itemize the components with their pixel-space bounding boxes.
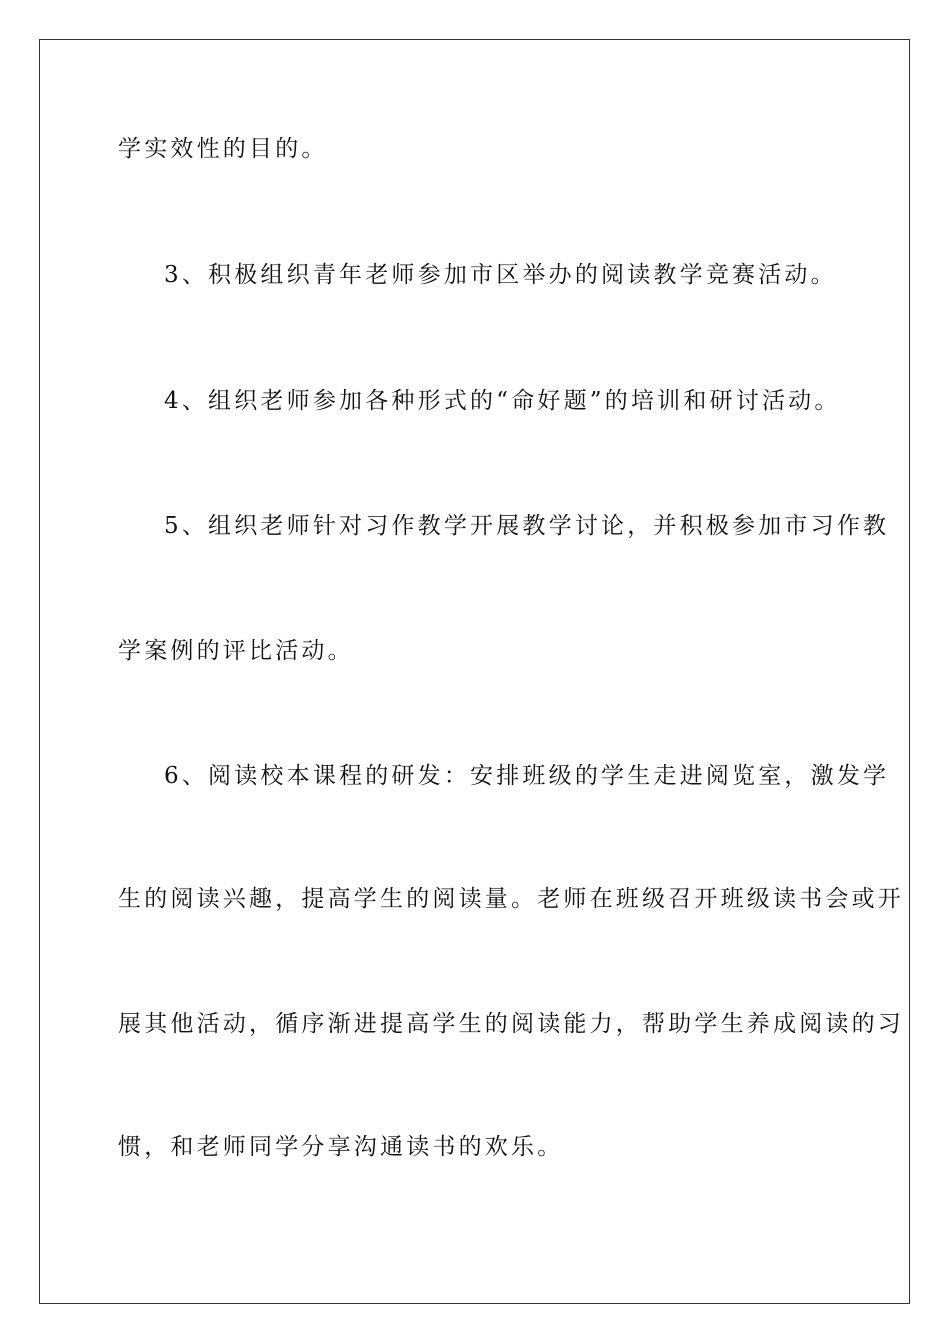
paragraph-2-end-line: 学实效性的目的。: [118, 136, 328, 162]
paragraph-item-5-line-1: 5、组织老师针对习作教学开展教学讨论，并积极参加市习作教: [164, 513, 890, 539]
paragraph-item-5-line-2: 学案例的评比活动。: [118, 638, 354, 664]
paragraph-item-4: 4、组织老师参加各种形式的“命好题”的培训和研讨活动。: [164, 388, 841, 414]
paragraph-item-6-line-4: 惯，和老师同学分享沟通读书的欢乐。: [118, 1134, 564, 1160]
paragraph-item-6-line-1: 6、阅读校本课程的研发：安排班级的学生走进阅览室，激发学: [164, 763, 890, 789]
paragraph-item-6-line-3: 展其他活动，循序渐进提高学生的阅读能力，帮助学生养成阅读的习: [118, 1011, 904, 1037]
paragraph-item-3: 3、积极组织青年老师参加市区举办的阅读教学竞赛活动。: [164, 262, 837, 288]
page-border: [39, 39, 910, 1304]
paragraph-item-6-line-2: 生的阅读兴趣，提高学生的阅读量。老师在班级召开班级读书会或开: [118, 886, 904, 912]
